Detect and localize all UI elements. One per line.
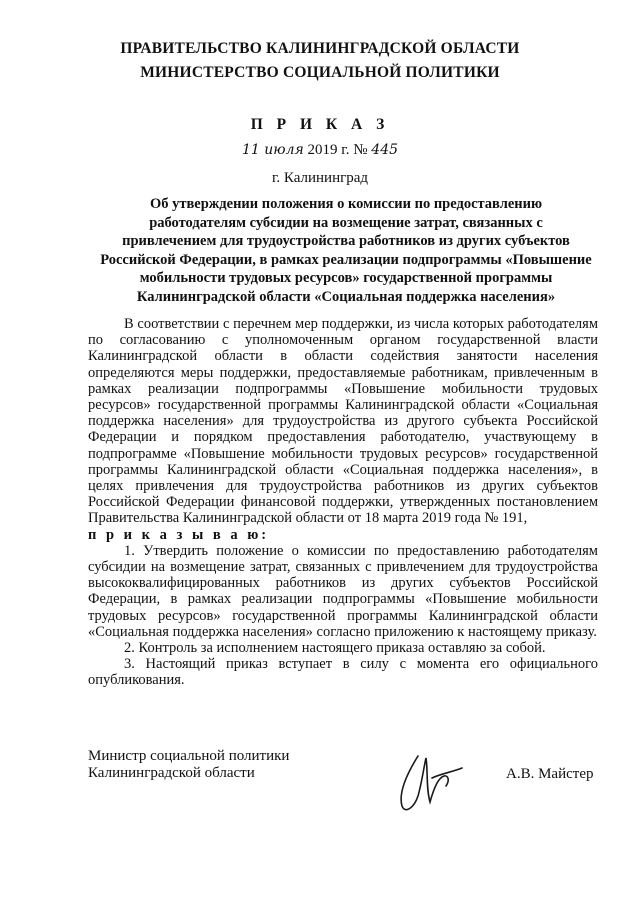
order-year-label: 2019 г. № <box>307 142 368 158</box>
signatory-name: А.В. Майстер <box>506 766 594 782</box>
directive-word: п р и к а з ы в а ю: <box>88 526 270 543</box>
title-line: Калининградской области «Социальная поддержка населения» <box>136 288 556 305</box>
order-item-2: 2. Контроль за исполнением настоящего приказа оставляю за собой. <box>124 640 546 657</box>
preamble-paragraph: В соответствии с перечнем мер поддержки, из числа которых работодателям по согласованию с уполномоченным органом государственной власти Калининградской области в области содействия занятости населения определяются меры поддержки, предоставляемые работникам, привлеченным в рамках реализации подпрограммы «Повышение мобильности трудовых ресурсов» государственной программы Калининградской области «Социальная поддержка населения» для трудоустройства из другого субъекта Российской Федерации и порядком предоставления работодателю, участвующему в подпрограмме «Повышение мобильности трудовых ресурсов» государственной программы Калининградской области «Социальная поддержка населения», в целях привлечения для трудоустройства работников из других субъектов Российской Федерации финансовой поддержки, утвержденных постановлением Правительства Калининградской области от 18 марта 2019 года № 191, <box>88 316 598 527</box>
title-line: Российской Федерации, в рамках реализации подпрограммы «Повышение <box>100 251 592 268</box>
title-line: работодателям субсидии на возмещение затрат, связанных с <box>149 214 543 231</box>
order-item-3: 3. Настоящий приказ вступает в силу с момента его официального опубликования. <box>88 656 598 689</box>
order-body <box>88 316 598 689</box>
ministry-header: МИНИСТЕРСТВО СОЦИАЛЬНОЙ ПОЛИТИКИ <box>140 64 500 81</box>
position-line: Министр социальной политики <box>88 748 290 764</box>
title-line: привлечением для трудоустройства работников из других субъектов <box>122 233 570 249</box>
order-title <box>88 195 604 306</box>
government-header: ПРАВИТЕЛЬСТВО КАЛИНИНГРАДСКОЙ ОБЛАСТИ <box>120 40 520 57</box>
handwritten-signature-icon <box>388 748 468 818</box>
handwritten-number: 445 <box>371 142 399 158</box>
directive-line <box>88 527 598 543</box>
city-line: г. Калининград <box>271 170 369 186</box>
title-line: Об утверждении положения о комиссии по предоставлению <box>149 196 543 212</box>
signatory-position <box>88 748 289 782</box>
position-line: Калининградской области <box>88 765 255 781</box>
order-date-line <box>0 142 640 159</box>
order-label: П Р И К А З <box>250 116 390 133</box>
order-item-1: 1. Утвердить положение о комиссии по предоставлению работодателям субсидии на возмещение затрат, связанных с привлечением для трудоустройства высококвалифицированных работников из других субъектов Российской Федерации, в рамках реализации подпрограммы «Повышение мобильности трудовых ресурсов» государственной программы Калининградской области «Социальная поддержка населения» согласно приложению к настоящему приказу. <box>88 542 598 640</box>
title-line: мобильности трудовых ресурсов» государственной программы <box>139 270 553 286</box>
handwritten-date: 11 июля <box>241 142 304 158</box>
